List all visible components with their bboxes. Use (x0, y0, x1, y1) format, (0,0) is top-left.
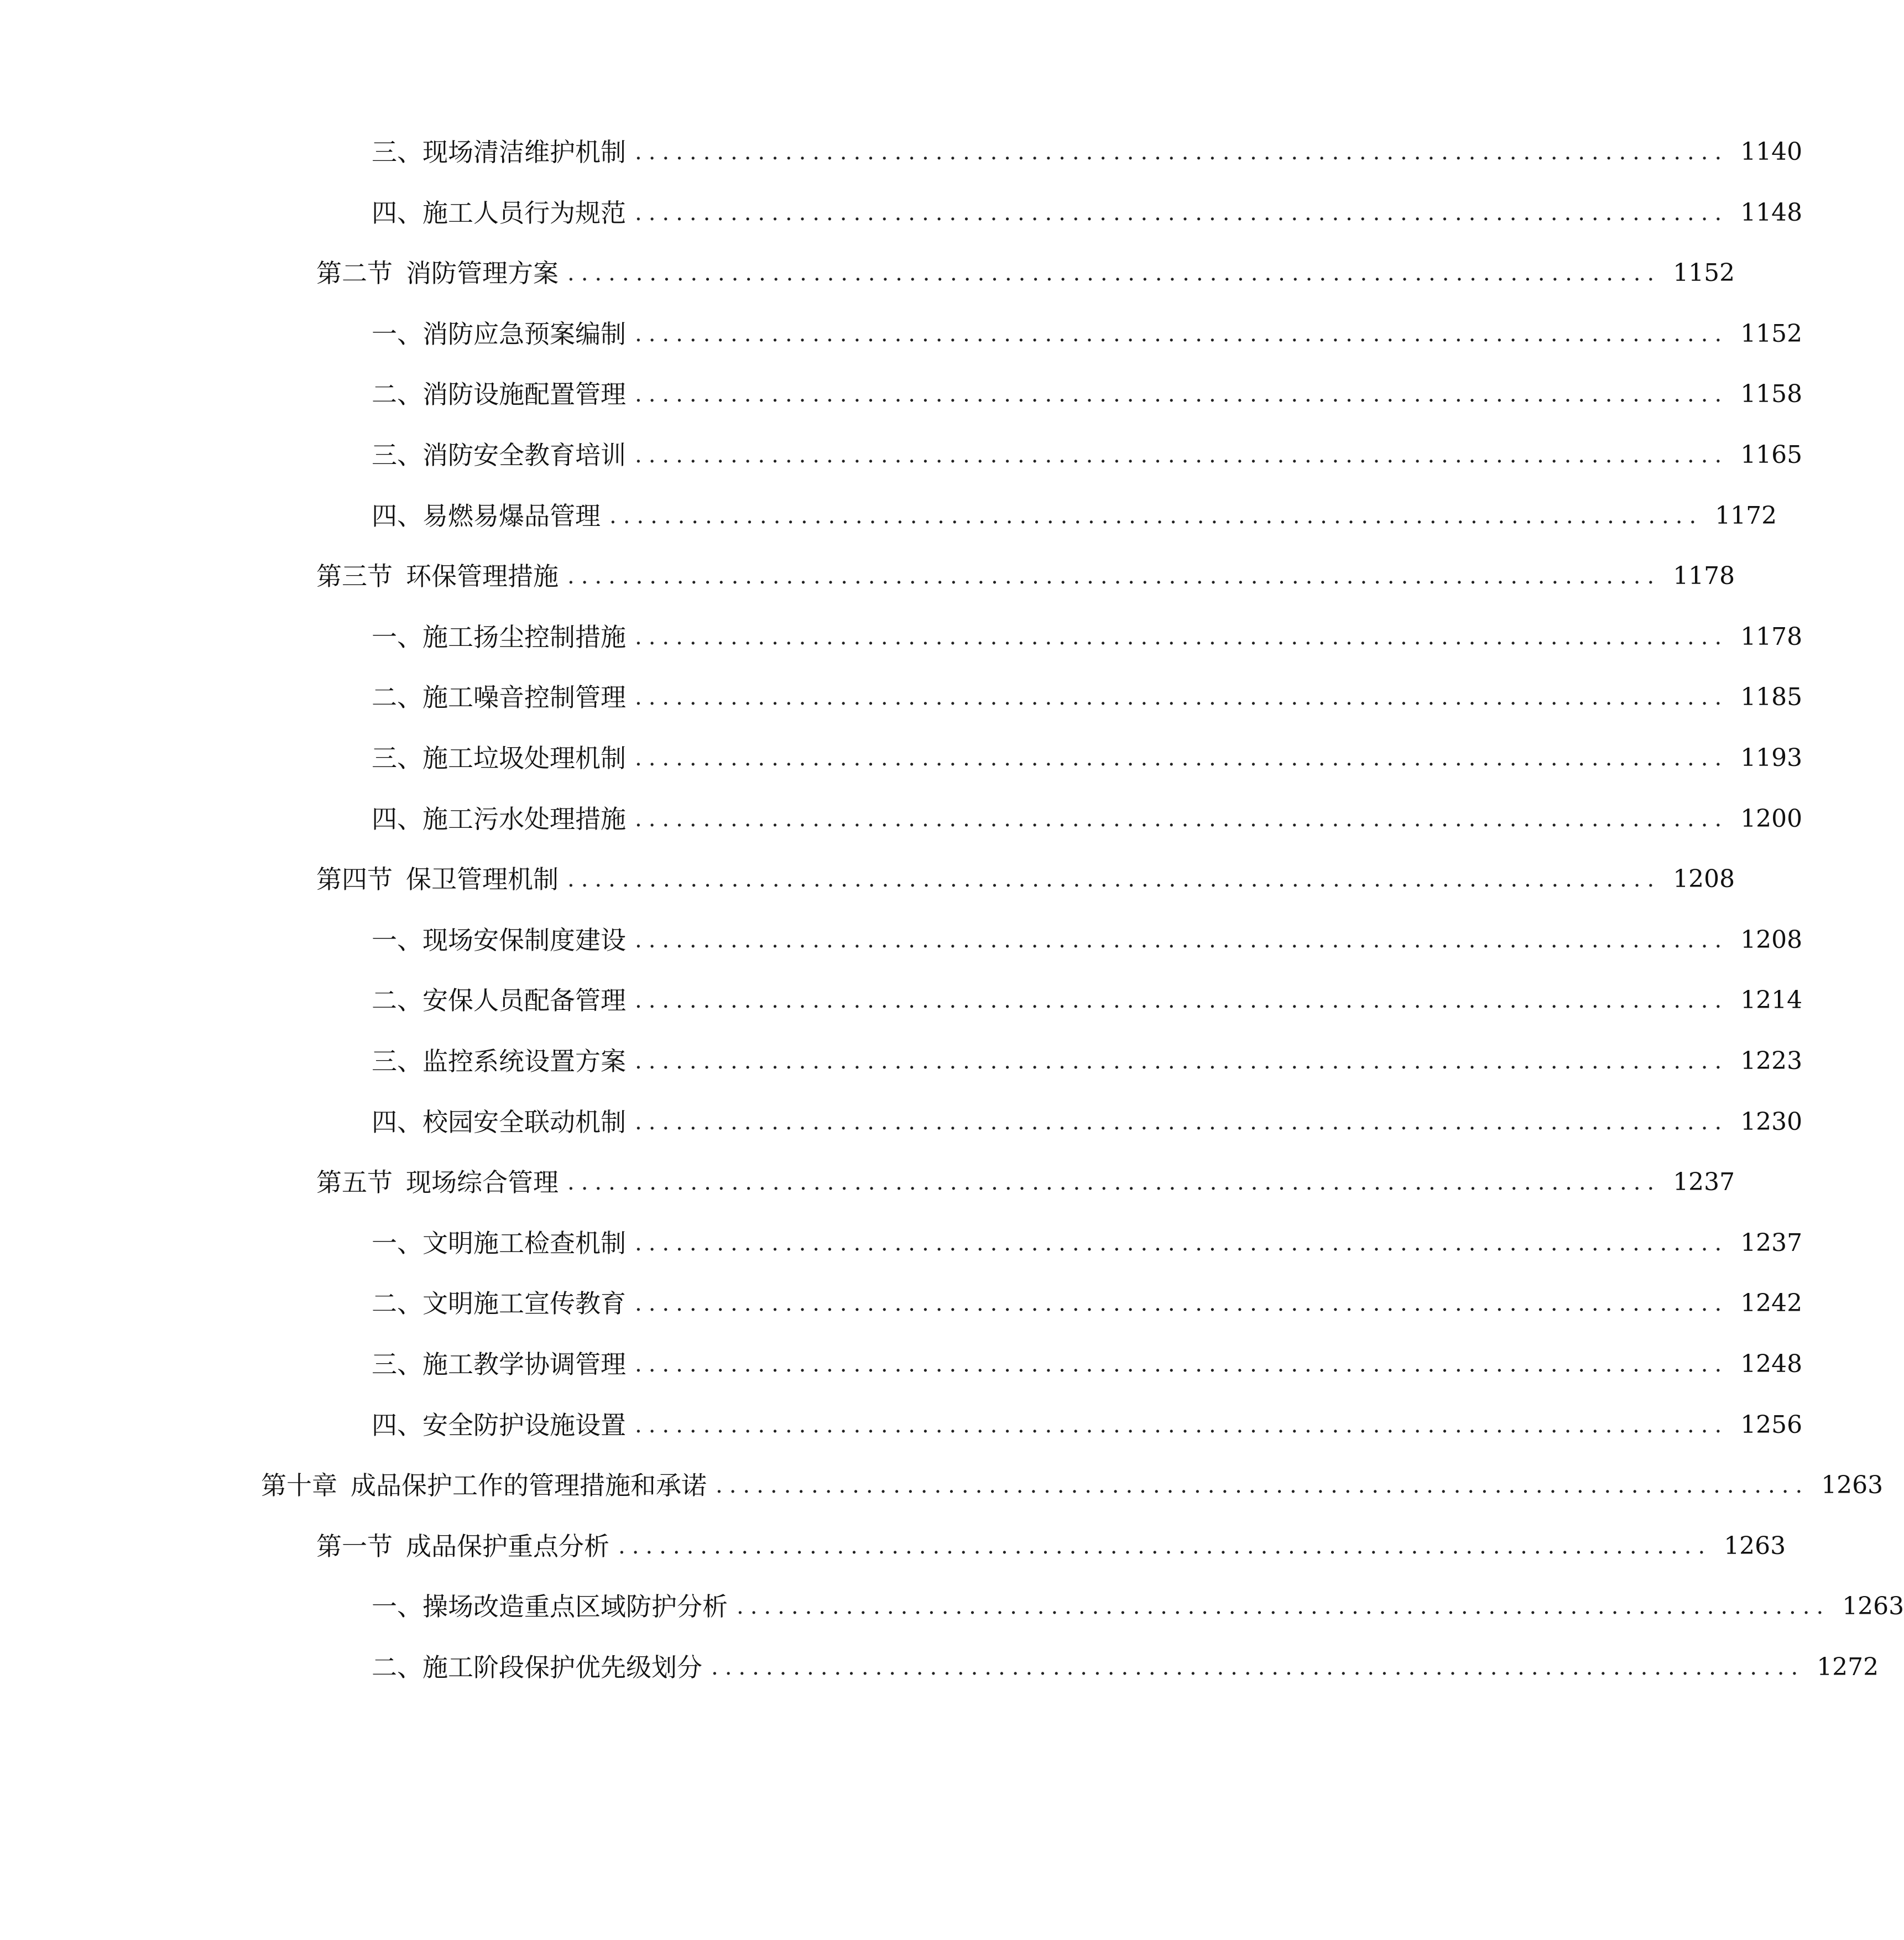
toc-entry-number: 第三节 (316, 561, 393, 591)
toc-dot-leader: ................................................................................ (635, 1291, 1729, 1316)
toc-entry-title: 施工教学协调管理 (422, 1349, 626, 1379)
toc-page-number: 1237 (1740, 1229, 1803, 1257)
toc-entry-number: 二、 (372, 985, 422, 1015)
toc-entry[interactable] (0, 910, 1803, 971)
toc-entry[interactable] (0, 1455, 1884, 1516)
toc-entry[interactable] (0, 1152, 1735, 1213)
toc-page-number: 1193 (1740, 744, 1803, 772)
toc-entry-number: 二、 (372, 379, 422, 409)
toc-entry-number: 第十章 (261, 1470, 337, 1500)
toc-dot-leader: ................................................................................ (635, 321, 1729, 347)
toc-entry-number: 二、 (372, 1652, 422, 1682)
toc-entry-title: 消防管理方案 (406, 258, 559, 288)
toc-page-number: 1272 (1817, 1653, 1879, 1681)
toc-entry-number: 三、 (372, 743, 422, 773)
toc-page-number: 1185 (1740, 683, 1803, 711)
toc-entry-number: 四、 (372, 1410, 422, 1440)
toc-dot-leader: ................................................................................ (635, 382, 1729, 407)
toc-entry-title: 施工人员行为规范 (422, 198, 626, 228)
toc-entry[interactable] (0, 970, 1803, 1031)
toc-entry-title: 现场综合管理 (406, 1167, 559, 1197)
toc-entry-title: 文明施工检查机制 (422, 1228, 626, 1258)
toc-dot-leader: ................................................................................ (635, 988, 1729, 1013)
toc-entry-number: 一、 (372, 622, 422, 652)
toc-entry-number: 一、 (372, 1592, 422, 1621)
toc-entry-title: 成品保护重点分析 (406, 1531, 609, 1561)
toc-entry[interactable] (0, 1576, 1904, 1637)
toc-page-number: 1223 (1740, 1047, 1803, 1075)
toc-dot-leader: ................................................................................ (567, 1170, 1661, 1195)
toc-dot-leader: ................................................................................ (635, 806, 1729, 832)
toc-page-number: 1248 (1740, 1350, 1803, 1378)
toc-entry[interactable] (0, 243, 1735, 304)
toc-page-number: 1152 (1740, 320, 1803, 348)
toc-entry[interactable] (0, 486, 1777, 546)
toc-entry-number: 第一节 (316, 1531, 393, 1561)
toc-entry[interactable] (0, 546, 1735, 607)
toc-entry[interactable] (0, 1273, 1803, 1334)
toc-page-number: 1237 (1673, 1168, 1735, 1196)
toc-dot-leader: ................................................................................ (635, 1109, 1729, 1135)
toc-page-number: 1158 (1740, 380, 1803, 408)
toc-dot-leader: ................................................................................ (609, 503, 1703, 529)
toc-entry-number: 三、 (372, 1349, 422, 1379)
toc-entry[interactable] (0, 1516, 1786, 1577)
toc-entry-number: 二、 (372, 682, 422, 712)
toc-page-number: 1172 (1715, 502, 1777, 530)
toc-page-number: 1148 (1740, 199, 1803, 227)
toc-entry[interactable] (0, 122, 1803, 182)
toc-entry[interactable] (0, 1092, 1803, 1152)
toc-dot-leader: ................................................................................ (711, 1655, 1805, 1680)
toc-entry-title: 文明施工宣传教育 (422, 1289, 626, 1318)
toc-dot-leader: ................................................................................ (618, 1534, 1712, 1559)
toc-entry[interactable] (0, 425, 1803, 486)
toc-page-number: 1200 (1740, 805, 1803, 833)
toc-entry-number: 二、 (372, 1289, 422, 1318)
toc-entry[interactable] (0, 607, 1803, 667)
toc-page-number: 1263 (1724, 1532, 1786, 1560)
toc-entry-title: 保卫管理机制 (406, 864, 559, 894)
toc-page-number: 1178 (1673, 562, 1735, 590)
toc-entry-title: 安全防护设施设置 (422, 1410, 626, 1440)
toc-entry-number: 四、 (372, 804, 422, 834)
toc-entry[interactable] (0, 667, 1803, 728)
toc-entry-title: 现场清洁维护机制 (422, 137, 626, 167)
toc-entry-title: 安保人员配备管理 (422, 985, 626, 1015)
toc-entry-number: 第五节 (316, 1167, 393, 1197)
toc-dot-leader: ................................................................................ (635, 1230, 1729, 1256)
toc-page-number: 1165 (1740, 441, 1803, 469)
toc-page-number: 1242 (1740, 1289, 1803, 1317)
toc-entry[interactable] (0, 182, 1803, 243)
toc-dot-leader: ................................................................................ (737, 1594, 1830, 1619)
toc-entry-title: 施工扬尘控制措施 (422, 622, 626, 652)
toc-page-number: 1230 (1740, 1108, 1803, 1136)
toc-dot-leader: ................................................................................ (567, 564, 1661, 589)
toc-entry-title: 消防设施配置管理 (422, 379, 626, 409)
toc-page-number: 1263 (1821, 1471, 1884, 1499)
toc-entry-title: 现场安保制度建设 (422, 925, 626, 955)
toc-entry-number: 四、 (372, 198, 422, 228)
toc-entry[interactable] (0, 1031, 1803, 1092)
toc-dot-leader: ................................................................................ (635, 1049, 1729, 1074)
toc-entry[interactable] (0, 304, 1803, 364)
toc-dot-leader: ................................................................................ (635, 200, 1729, 226)
toc-dot-leader: ................................................................................ (635, 745, 1729, 771)
toc-entry-number: 一、 (372, 1228, 422, 1258)
toc-dot-leader: ................................................................................ (635, 624, 1729, 650)
toc-entry[interactable] (0, 728, 1803, 789)
toc-entry-title: 监控系统设置方案 (422, 1046, 626, 1076)
toc-entry-number: 三、 (372, 440, 422, 470)
toc-entry-title: 施工垃圾处理机制 (422, 743, 626, 773)
toc-entry-title: 易燃易爆品管理 (422, 501, 601, 531)
toc-entry-number: 一、 (372, 925, 422, 955)
toc-dot-leader: ................................................................................ (567, 260, 1661, 286)
toc-entry-title: 消防应急预案编制 (422, 319, 626, 349)
toc-entry[interactable] (0, 1395, 1803, 1456)
toc-entry-number: 第四节 (316, 864, 393, 894)
toc-entry-title: 消防安全教育培训 (422, 440, 626, 470)
toc-entry-title: 成品保护工作的管理措施和承诺 (351, 1470, 707, 1500)
toc-entry-title: 操场改造重点区域防护分析 (422, 1592, 728, 1621)
toc-dot-leader: ................................................................................ (635, 442, 1729, 468)
toc-dot-leader: ................................................................................ (716, 1473, 1809, 1498)
toc-entry[interactable] (0, 849, 1735, 910)
toc-dot-leader: ................................................................................ (635, 685, 1729, 710)
toc-entry-number: 第二节 (316, 258, 393, 288)
toc-entry-number: 三、 (372, 137, 422, 167)
toc-dot-leader: ................................................................................ (567, 867, 1661, 892)
toc-page-number: 1208 (1673, 865, 1735, 893)
toc-page-number: 1214 (1740, 986, 1803, 1014)
toc-dot-leader: ................................................................................ (635, 1412, 1729, 1438)
toc-entry[interactable] (0, 789, 1803, 849)
toc-entry[interactable] (0, 1334, 1803, 1395)
toc-entry-title: 施工噪音控制管理 (422, 682, 626, 712)
toc-entry-number: 一、 (372, 319, 422, 349)
toc-entry-title: 施工污水处理措施 (422, 804, 626, 834)
toc-dot-leader: ................................................................................ (635, 927, 1729, 953)
toc-entry-number: 四、 (372, 1107, 422, 1137)
toc-page-number: 1178 (1740, 623, 1803, 651)
toc-entry-number: 四、 (372, 501, 422, 531)
toc-entry-title: 环保管理措施 (406, 561, 559, 591)
toc-entry-title: 施工阶段保护优先级划分 (422, 1652, 702, 1682)
toc-page-number: 1152 (1673, 259, 1735, 287)
toc-entry-title: 校园安全联动机制 (422, 1107, 626, 1137)
toc-entry-number: 三、 (372, 1046, 422, 1076)
toc-entry[interactable] (0, 1213, 1803, 1274)
toc-page-number: 1263 (1842, 1592, 1904, 1620)
toc-page-number: 1256 (1740, 1411, 1803, 1439)
toc-page-number: 1140 (1740, 138, 1803, 166)
toc-dot-leader: ................................................................................ (635, 1352, 1729, 1377)
toc-dot-leader: ................................................................................ (635, 139, 1729, 165)
toc-page-number: 1208 (1740, 926, 1803, 954)
toc-entry[interactable] (0, 1637, 1879, 1698)
toc-entry[interactable] (0, 364, 1803, 425)
